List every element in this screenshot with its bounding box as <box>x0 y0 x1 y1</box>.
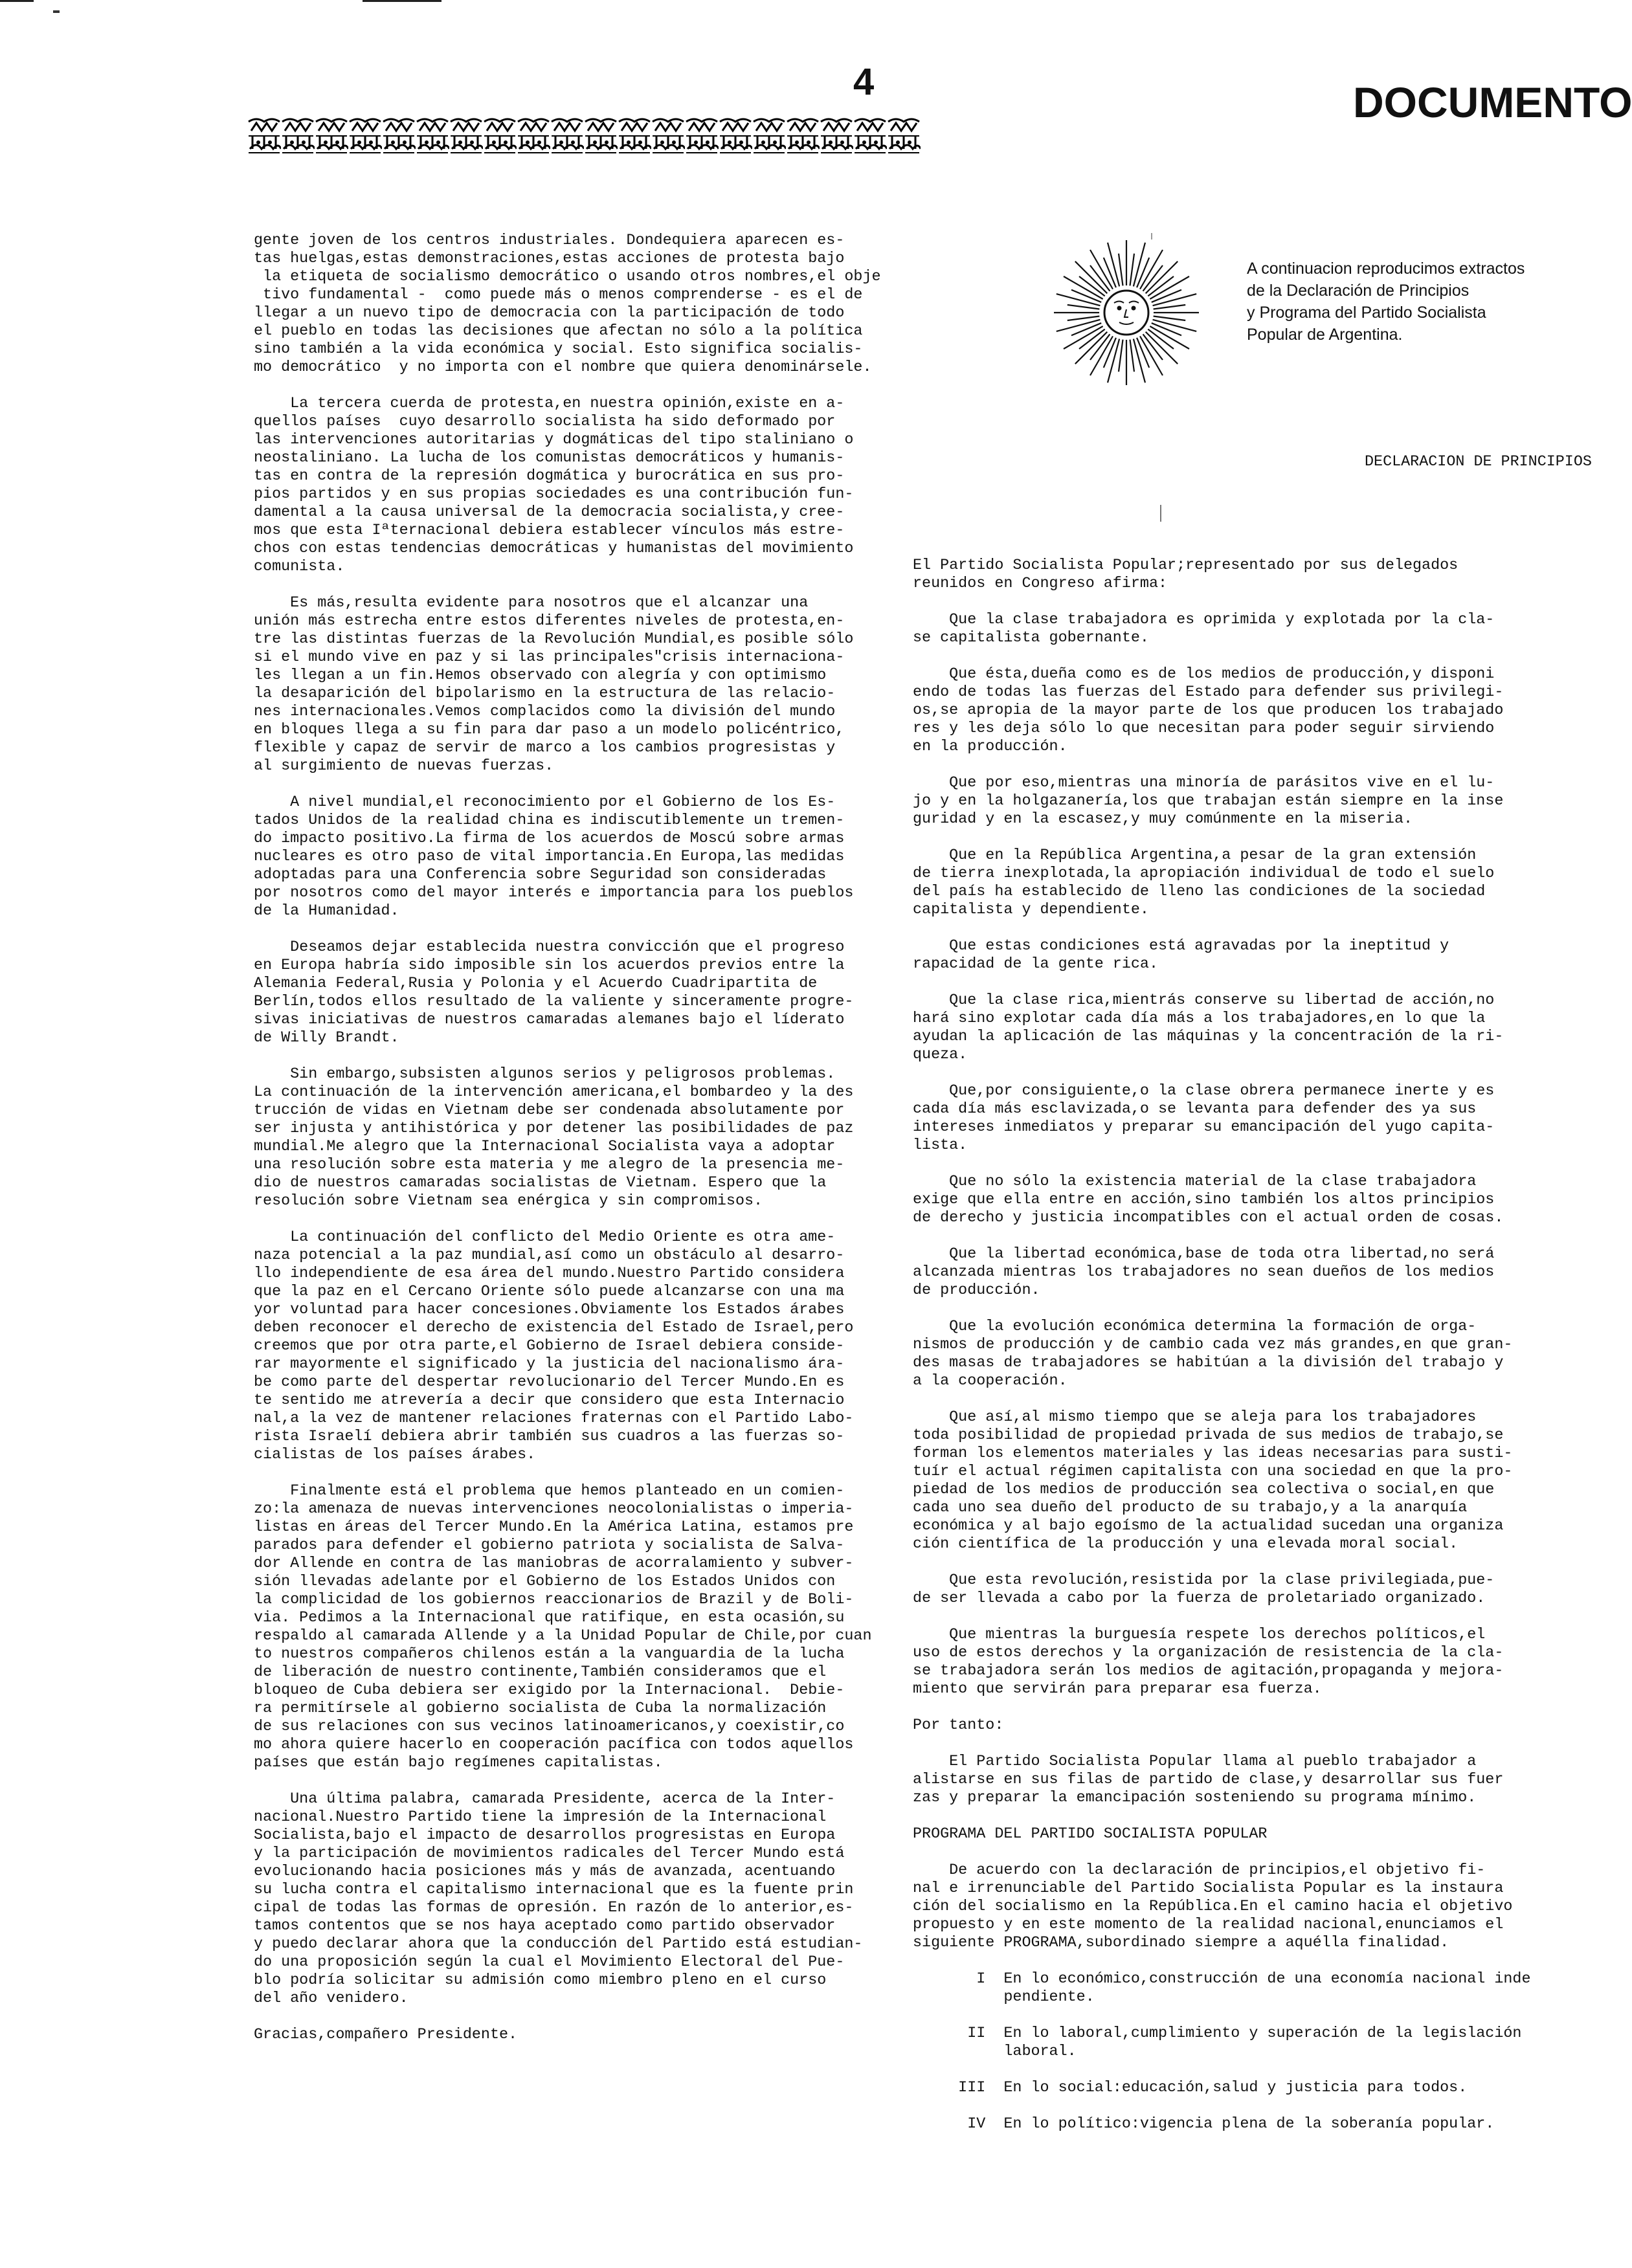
text-line: de Willy Brandt. <box>254 1030 399 1047</box>
text-line: Socialista,bajo el impacto de desarrollos progresistas en Europa <box>254 1827 836 1844</box>
text-line: la desaparición del bipolarismo en la estructura de las relacio- <box>254 685 836 702</box>
text-line: piedad de los medios de producción sea colectiva o social,en que <box>913 1482 1495 1498</box>
text-line: que la paz en el Cercano Oriente sólo puede alcanzarse con una ma <box>254 1284 845 1300</box>
text-line: mundial.Me alegro que la Internacional Socialista vaya a adoptar <box>254 1139 836 1155</box>
text-line: te sentido me atrevería a decir que considero que esta Internacio <box>254 1392 845 1409</box>
text-line: I En lo económico,construcción de una economía nacional inde <box>913 1971 1531 1988</box>
text-line: Que en la República Argentina,a pesar de la gran extensión <box>913 847 1477 864</box>
text-line: III En lo social:educación,salud y justicia para todos. <box>913 2080 1468 2096</box>
text-line: IV En lo político:vigencia plena de la soberanía popular. <box>913 2116 1495 2133</box>
text-line: Berlín,todos ellos resultado de la valiente y sinceramente progre- <box>254 994 854 1010</box>
paragraph <box>913 1082 1595 1155</box>
text-line: chos con estas tendencias democráticas y humanistas del movimiento <box>254 540 854 557</box>
paragraph <box>913 2079 1595 2097</box>
text-line: mo ahora quiere hacerlo en cooperación pacífica con todos aquellos <box>254 1737 854 1753</box>
paragraph <box>254 1482 901 1772</box>
text-line: Que ésta,dueña como es de los medios de producción,y disponi <box>913 666 1495 683</box>
text-line: su lucha contra el capitalismo internacional que es la fuente prin <box>254 1882 854 1898</box>
paragraph <box>254 232 901 377</box>
text-line: do impacto positivo.La firma de los acuerdos de Moscú sobre armas <box>254 830 845 847</box>
text-line: La continuación de la intervención americana,el bombardeo y la des <box>254 1084 854 1101</box>
text-line: sión llevadas adelante por el Gobierno de los Estados Unidos con <box>254 1573 836 1590</box>
text-line: al surgimiento de nuevas fuerzas. <box>254 758 554 775</box>
text-line: nismos de producción y de cambio cada vez más grandes,en que gran- <box>913 1337 1513 1353</box>
text-line: Que estas condiciones está agravadas por la ineptitud y <box>913 938 1449 955</box>
right-column-text <box>913 557 1595 2151</box>
text-line: propuesto y en este momento de la realidad nacional,enunciamos el <box>913 1917 1504 1933</box>
declaration-heading: DECLARACION DE PRINCIPIOS <box>1365 454 1592 471</box>
text-line: Alemania Federal,Rusia y Polonia y el Acuerdo Cuadripartita de <box>254 975 818 992</box>
text-line: Que la clase trabajadora es oprimida y explotada por la cla- <box>913 612 1495 628</box>
paragraph <box>913 847 1595 919</box>
text-line: tivo fundamental - como puede más o menos comprenderse - es el de <box>254 287 863 304</box>
paragraph <box>913 2115 1595 2133</box>
text-line: llo independiente de esa área del mundo.Nuestro Partido considera <box>254 1265 845 1282</box>
paragraph <box>913 937 1595 973</box>
text-line: tre las distintas fuerzas de la Revolución Mundial,es posible sólo <box>254 631 854 648</box>
intro-box <box>1247 258 1595 346</box>
text-line: les llegan a un fin.Hemos observado con alegría y con optimismo <box>254 667 827 684</box>
text-line: si el mundo vive en paz y si las principales"crisis internaciona- <box>254 649 845 666</box>
text-line: hará sino explotar cada día más a los trabajadores,en lo que la <box>913 1010 1486 1027</box>
text-line: tados Unidos de la realidad china es indiscutiblemente un tremen- <box>254 812 845 829</box>
text-line: laboral. <box>913 2043 1077 2060</box>
text-line: adoptadas para una Conferencia sobre Seguridad son consideradas <box>254 867 827 884</box>
paragraph <box>254 594 901 775</box>
text-line: gente joven de los centros industriales. Dondequiera aparecen es- <box>254 232 845 249</box>
text-line: dor Allende en contra de las maniobras de acorralamiento y subver- <box>254 1555 854 1572</box>
text-line: Finalmente está el problema que hemos planteado en un comien- <box>254 1483 845 1500</box>
paragraph <box>913 1862 1595 1952</box>
text-line: Que,por consiguiente,o la clase obrera permanece inerte y es <box>913 1083 1495 1100</box>
text-line: económica y al bajo egoísmo de la actualidad sucedan una organiza <box>913 1518 1504 1535</box>
paragraph <box>254 2026 901 2044</box>
text-line: pios partidos y en sus propias sociedades es una contribución fun- <box>254 486 854 503</box>
text-line: be como parte del despertar revolucionario del Tercer Mundo.En es <box>254 1374 845 1391</box>
text-line: Es más,resulta evidente para nosotros que el alcanzar una <box>254 595 809 612</box>
text-line: pendiente. <box>913 1989 1095 2006</box>
text-line: blo podría solicitar su admisión como miembro pleno en el curso <box>254 1972 827 1989</box>
paragraph <box>913 2025 1595 2061</box>
text-line: de producción. <box>913 1282 1040 1299</box>
text-line: del año venidero. <box>254 1990 408 2007</box>
text-line: endo de todas las fuerzas del Estado para defender sus privilegi- <box>913 684 1504 701</box>
paragraph <box>913 1970 1595 2007</box>
paragraph <box>913 1318 1595 1390</box>
text-line: tas en contra de la represión dogmática y burocrática en sus pro- <box>254 468 845 485</box>
text-line: guridad y en la escasez,y muy comúnmente en la miseria. <box>913 811 1413 828</box>
paragraph <box>913 665 1595 756</box>
text-line: damental a la causa universal de la democracia socialista,y cree- <box>254 504 845 521</box>
text-line: cipal de todas las formas de opresión. En razón de lo anterior,es- <box>254 1900 854 1917</box>
text-line: en bloques llega a su fin para dar paso a un modelo policéntrico, <box>254 722 845 739</box>
text-line: las intervenciones autoritarias y dogmáticas del tipo staliniano o <box>254 432 854 449</box>
text-line: quellos países cuyo desarrollo socialista ha sido deformado por <box>254 414 836 430</box>
text-line: resolución sobre Vietnam sea enérgica y sin compromisos. <box>254 1193 763 1210</box>
text-line: llegar a un nuevo tipo de democracia con la participación de todo <box>254 305 845 322</box>
text-line: des masas de trabajadores se habitúan a la división del trabajo y <box>913 1355 1504 1372</box>
text-line: toda posibilidad de propiedad privada de sus medios de trabajo,se <box>913 1427 1504 1444</box>
text-line: exige que ella entre en acción,sino también los altos principios <box>913 1192 1495 1208</box>
text-line: zo:la amenaza de nuevas intervenciones neocolonialistas o imperia- <box>254 1501 854 1518</box>
text-line: la etiqueta de socialismo democrático o usando otros nombres,el obje <box>254 269 881 285</box>
text-line: Que no sólo la existencia material de la clase trabajadora <box>913 1173 1477 1190</box>
text-line: y puedo declarar ahora que la conducción del Partido está estudian- <box>254 1936 863 1953</box>
text-line: listas en áreas del Tercer Mundo.En la América Latina, estamos pre <box>254 1519 854 1536</box>
text-line: naza potencial a la paz mundial,así como un obstáculo al desarro- <box>254 1247 845 1264</box>
text-line: Sin embargo,subsisten algunos serios y peligrosos problemas. <box>254 1066 836 1083</box>
paragraph <box>913 1717 1595 1735</box>
text-line: deben reconocer el derecho de existencia del Estado de Israel,pero <box>254 1320 854 1337</box>
paragraph <box>913 992 1595 1064</box>
text-line: jo y en la holgazanería,los que trabajan están siempre en la inse <box>913 793 1504 810</box>
text-line: mo democrático y no importa con el nombre que quiera denominársele. <box>254 359 872 376</box>
text-line: Deseamos dejar establecida nuestra convicción que el progreso <box>254 939 845 956</box>
text-line: Que la clase rica,mientrás conserve su libertad de acción,no <box>913 992 1495 1009</box>
text-line: Una última palabra, camarada Presidente, acerca de la Inter- <box>254 1791 836 1808</box>
text-line: De acuerdo con la declaración de principios,el objetivo fi- <box>913 1862 1486 1879</box>
text-line: Por tanto: <box>913 1717 1004 1734</box>
paragraph <box>254 395 901 576</box>
text-line: via. Pedimos a la Internacional que ratifique, en esta ocasión,su <box>254 1610 845 1627</box>
text-line: se capitalista gobernante. <box>913 630 1149 647</box>
text-line: se trabajadora serán los medios de agitación,propaganda y mejora- <box>913 1663 1504 1680</box>
text-line: ayudan la aplicación de las máquinas y la concentración de la ri- <box>913 1028 1504 1045</box>
text-line: de la Humanidad. <box>254 903 399 920</box>
text-line: nacional.Nuestro Partido tiene la impresión de la Internacional <box>254 1809 827 1826</box>
text-line: res y les deja sólo lo que necesitan para poder seguir sirviendo <box>913 720 1495 737</box>
paragraph <box>254 1065 901 1210</box>
paragraph <box>254 1228 901 1464</box>
text-line: nes internacionales.Vemos complacidos como la división del mundo <box>254 704 836 720</box>
text-line: zas y preparar la emancipación sosteniendo su programa mínimo. <box>913 1790 1477 1807</box>
intro-line: A continuacion reproducimos extractos <box>1247 260 1525 278</box>
text-line: sivas iniciativas de nuestros camaradas alemanes bajo el líderato <box>254 1012 845 1028</box>
text-line: dio de nuestros camaradas socialistas de Vietnam. Espero que la <box>254 1175 827 1192</box>
paragraph <box>913 1626 1595 1698</box>
text-line: queza. <box>913 1047 968 1063</box>
text-line: trucción de vidas en Vietnam debe ser condenada absolutamente por <box>254 1102 845 1119</box>
text-line: bloqueo de Cuba debiera ser exigido por la Internacional. Debie- <box>254 1682 845 1699</box>
text-line: y la participación de movimientos radicales del Tercer Mundo está <box>254 1845 845 1862</box>
text-line: nal,a la vez de mantener relaciones fraternas con el Partido Labo- <box>254 1410 854 1427</box>
paragraph <box>913 774 1595 828</box>
text-line: alistarse en sus filas de partido de clase,y desarrollar sus fuer <box>913 1772 1504 1788</box>
text-line: tuír el actual régimen capitalista con una sociedad en que la pro- <box>913 1463 1513 1480</box>
text-line: El Partido Socialista Popular llama al pueblo trabajador a <box>913 1753 1477 1770</box>
text-line: yor voluntad para hacer concesiones.Obviamente los Estados árabes <box>254 1302 845 1318</box>
paragraph <box>913 1245 1595 1300</box>
text-line: evolucionando hacia posiciones más y más de avanzada, acentuando <box>254 1863 836 1880</box>
paragraph <box>913 1572 1595 1608</box>
text-line: tas huelgas,estas demonstraciones,estas acciones de protesta bajo <box>254 250 845 267</box>
text-line: Que mientras la burguesía respete los derechos políticos,el <box>913 1627 1486 1643</box>
text-line: cada uno sea dueño del producto de su trabajo,y a la anarquía <box>913 1500 1468 1517</box>
text-line: A nivel mundial,el reconocimiento por el Gobierno de los Es- <box>254 794 836 811</box>
intro-line: Popular de Argentina. <box>1247 326 1403 344</box>
text-line: Que la evolución económica determina la formación de orga- <box>913 1318 1477 1335</box>
text-line: Gracias,compañero Presidente. <box>254 2027 518 2043</box>
text-line: uso de estos derechos y la organización de resistencia de la cla- <box>913 1645 1504 1662</box>
text-line: os,se apropia de la mayor parte de los que producen los trabajado <box>913 702 1504 719</box>
text-line: del país ha establecido de lleno las condiciones de la sociedad <box>913 884 1486 900</box>
page-number: 4 <box>853 61 875 103</box>
text-line: II En lo laboral,cumplimiento y superación de la legislación <box>913 2025 1522 2042</box>
text-line: el pueblo en todas las decisiones que afectan no sólo a la política <box>254 323 863 340</box>
text-line: de ser llevada a cabo por la fuerza de proletariado organizado. <box>913 1590 1486 1607</box>
text-line: cialistas de los países árabes. <box>254 1447 536 1463</box>
paragraph <box>254 939 901 1047</box>
text-line: parados para defender el gobierno patriota y socialista de Salva- <box>254 1537 845 1554</box>
decorative-border <box>247 117 921 154</box>
left-column-text <box>254 232 901 2062</box>
text-line: la complicidad de los gobiernos reaccionarios de Brazil y de Boli- <box>254 1592 854 1608</box>
text-line: ción científica de la producción y una elevada moral social. <box>913 1536 1459 1553</box>
text-line: de sus relaciones con sus vecinos latinoamericanos,y coexistir,co <box>254 1718 845 1735</box>
text-line: intereses inmediatos y preparar su emancipación del yugo capita- <box>913 1119 1495 1136</box>
intro-line: y Programa del Partido Socialista <box>1247 304 1486 322</box>
text-line: alcanzada mientras los trabajadores no sean dueños de los medios <box>913 1264 1495 1281</box>
text-line: Que así,al mismo tiempo que se aleja para los trabajadores <box>913 1409 1477 1426</box>
text-line: PROGRAMA DEL PARTIDO SOCIALISTA POPULAR <box>913 1826 1268 1843</box>
text-line: neostaliniano. La lucha de los comunistas democráticos y humanis- <box>254 450 845 467</box>
text-line: Que por eso,mientras una minoría de parásitos vive en el lu- <box>913 775 1495 792</box>
text-line: por nosotros como del mayor interés e importancia para los pueblos <box>254 885 854 902</box>
text-line: a la cooperación. <box>913 1373 1068 1390</box>
text-line: do una proposición según la cual el Movimiento Electoral del Pue- <box>254 1954 845 1971</box>
text-line: en la producción. <box>913 739 1068 755</box>
text-line: rapacidad de la gente rica. <box>913 956 1158 973</box>
text-line: una resolución sobre esta materia y me alegro de la presencia me- <box>254 1157 845 1173</box>
text-line: de derecho y justicia incompatibles con el actual orden de cosas. <box>913 1210 1504 1227</box>
text-line: tamos contentos que se nos haya aceptado como partido observador <box>254 1918 836 1935</box>
paragraph <box>913 1173 1595 1227</box>
text-line: ra permitírsele al gobierno socialista de Cuba la normalización <box>254 1700 827 1717</box>
paragraph <box>913 557 1595 593</box>
scan-mark <box>1151 233 1152 239</box>
scan-mark <box>1160 505 1161 522</box>
text-line: flexible y capaz de servir de marco a los cambios progresistas y <box>254 740 836 757</box>
text-line: Que esta revolución,resistida por la clase privilegiada,pue- <box>913 1572 1495 1589</box>
text-line: creemos que por otra parte,el Gobierno de Israel debiera conside- <box>254 1338 845 1355</box>
text-line: mos que esta Iªternacional debiera establecer vínculos más estre- <box>254 522 845 539</box>
paragraph <box>913 1825 1595 1843</box>
text-line: rar mayormente el significado y la justicia del nacionalismo ára- <box>254 1356 845 1373</box>
text-line: Que la libertad económica,base de toda otra libertad,no será <box>913 1246 1495 1263</box>
paragraph <box>254 794 901 920</box>
text-line: de liberación de nuestro continente,También consideramos que el <box>254 1664 827 1681</box>
paragraph <box>254 1790 901 2008</box>
text-line: rista Israelí debiera abrir también sus cuadros a las fuerzas so- <box>254 1429 845 1445</box>
text-line: respaldo al camarada Allende y a la Unidad Popular de Chile,por cuan <box>254 1628 872 1645</box>
paragraph <box>913 1408 1595 1553</box>
text-line: El Partido Socialista Popular;representado por sus delegados <box>913 557 1459 574</box>
section-title: DOCUMENTO <box>1353 78 1632 126</box>
text-line: to nuestros compañeros chilenos están a la vanguardia de la lucha <box>254 1646 845 1663</box>
text-line: ción del socialismo en la República.En el camino hacia el objetivo <box>913 1898 1513 1915</box>
paragraph <box>913 611 1595 647</box>
text-line: siguiente PROGRAMA,subordinado siempre a aquélla finalidad. <box>913 1935 1449 1951</box>
text-line: La continuación del conflicto del Medio Oriente es otra ame- <box>254 1229 836 1246</box>
text-line: países que están bajo regímenes capitalistas. <box>254 1755 663 1772</box>
text-line: nucleares es otro paso de vital importancia.En Europa,las medidas <box>254 849 845 865</box>
scan-corner-marks <box>0 0 453 26</box>
text-line: unión más estrecha entre estos diferentes niveles de protesta,en- <box>254 613 845 630</box>
text-line: sino también a la vida económica y social. Esto significa socialis- <box>254 341 863 358</box>
text-line: La tercera cuerda de protesta,en nuestra opinión,existe en a- <box>254 395 845 412</box>
text-line: ser injusta y antihistórica y por detener las posibilidades de paz <box>254 1120 854 1137</box>
text-line: de tierra inexplotada,la apropiación individual de todo el suelo <box>913 865 1495 882</box>
intro-line: de la Declaración de Principios <box>1247 282 1470 300</box>
text-line: lista. <box>913 1137 968 1154</box>
sun-of-may-icon <box>1052 238 1201 387</box>
text-line: reunidos en Congreso afirma: <box>913 575 1168 592</box>
text-line: miento que servirán para preparar esa fuerza. <box>913 1681 1322 1698</box>
text-line: capitalista y dependiente. <box>913 902 1149 918</box>
text-line: cada día más esclavizada,o se levanta para defender des ya sus <box>913 1101 1477 1118</box>
paragraph <box>913 1753 1595 1807</box>
text-line: comunista. <box>254 559 345 575</box>
text-line: forman los elementos materiales y las ideas necesarias para susti- <box>913 1445 1513 1462</box>
text-line: en Europa habría sido imposible sin los acuerdos previos entre la <box>254 957 845 974</box>
text-line: nal e irrenunciable del Partido Socialista Popular es la instaura <box>913 1880 1504 1897</box>
